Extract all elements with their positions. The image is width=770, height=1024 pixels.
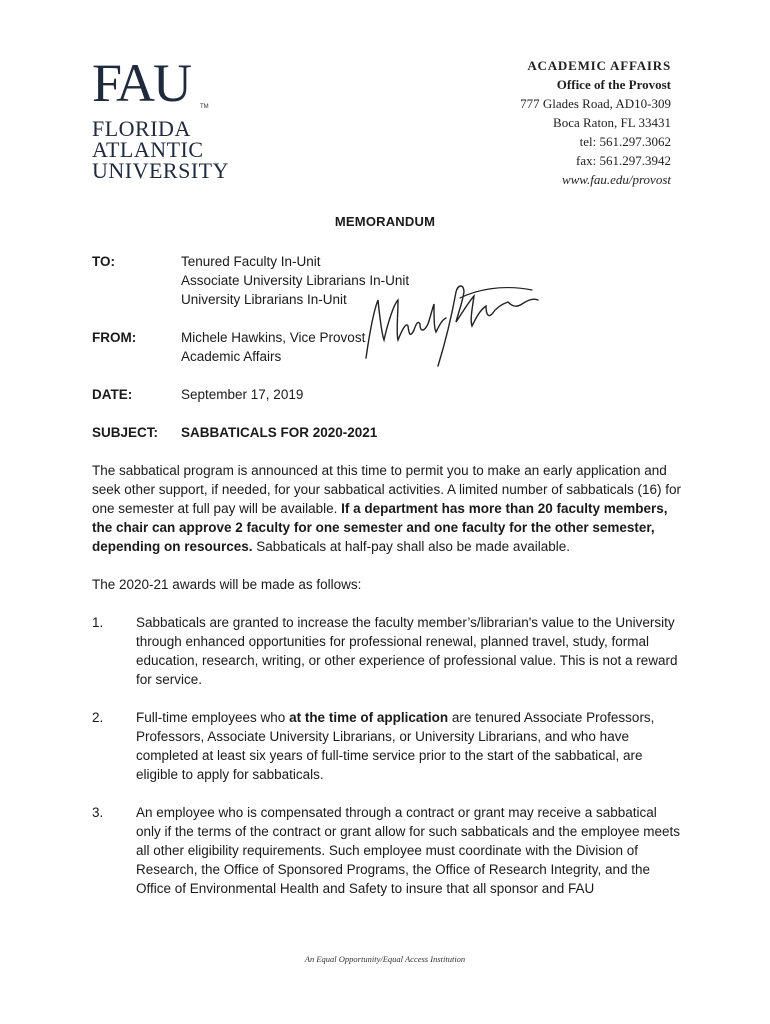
- telephone: tel: 561.297.3062: [579, 134, 671, 149]
- intro-text-c: Sabbaticals at half-pay shall also be made available.: [252, 539, 570, 554]
- to-label: TO:: [92, 254, 115, 269]
- item-1-number: 1.: [92, 615, 104, 630]
- subject-label: SUBJECT:: [92, 425, 159, 440]
- awards-paragraph: The 2020-21 awards will be made as follows:: [92, 577, 362, 592]
- logo-line-3: UNIVERSITY: [92, 158, 229, 183]
- logo-line-2: ATLANTIC: [92, 137, 204, 162]
- date-label: DATE:: [92, 387, 133, 402]
- website: www.fau.edu/provost: [561, 172, 671, 187]
- subject-value: SABBATICALS FOR 2020-2021: [181, 425, 378, 440]
- from-line-2: Academic Affairs: [181, 349, 282, 364]
- intro-text-a: The sabbatical program is announced at this time to permit you to make an early application and seek other support, if needed, for your sabbatical activities. A limited number of sabbaticals (16) for one semester at full pay will be available.: [92, 463, 682, 516]
- item-2-text-a: Full-time employees who: [136, 710, 290, 725]
- signature: [352, 270, 542, 370]
- intro-text-bold: If a department has more than 20 faculty members, the chair can approve 2 faculty for one semester and one faculty for the other semester, depending on resources.: [92, 501, 668, 554]
- date-value: September 17, 2019: [181, 387, 304, 402]
- to-line-2: Associate University Librarians In-Unit: [181, 273, 410, 288]
- to-line-3: University Librarians In-Unit: [181, 292, 347, 307]
- item-3-number: 3.: [92, 805, 104, 820]
- item-2-text: [136, 708, 684, 784]
- logo-trademark: TM: [200, 104, 209, 110]
- item-2-number: 2.: [92, 710, 104, 725]
- memo-title: MEMORANDUM: [334, 214, 436, 229]
- item-2-text-bold: at the time of application: [289, 710, 449, 725]
- department-name: ACADEMIC AFFAIRS: [527, 58, 671, 73]
- from-label: FROM:: [92, 330, 137, 345]
- item-1-text: Sabbaticals are granted to increase the faculty member’s/librarian's value to the University through enhanced opportunities for professional renewal, planned travel, study, formal education, research, writing, or other experience of professional value. This is not a reward for service.: [136, 615, 678, 687]
- letterhead-address: [520, 56, 671, 189]
- to-line-1: Tenured Faculty In-Unit: [181, 254, 321, 269]
- street-address: 777 Glades Road, AD10-309: [520, 96, 671, 111]
- from-line-1: Michele Hawkins, Vice Provost: [181, 330, 366, 345]
- intro-paragraph: [92, 461, 682, 556]
- logo-mark: FAU: [92, 53, 191, 113]
- logo-line-1: FLORIDA: [92, 116, 191, 141]
- item-3-text: An employee who is compensated through a contract or grant may receive a sabbatical only if the terms of the contract or grant allow for such sabbaticals and the employee meets all other eligibility requirements. Such employee must coordinate with the Division of Research, the Office of Sponsored Programs, the Office of Research Integrity, and the Office of Environmental Health and Safety to insure that all sponsor and FAU: [136, 805, 681, 896]
- fau-logo: [92, 53, 229, 183]
- item-2-text-c: are tenured Associate Professors, Professors, Associate University Librarians, or University Librarians, and who have completed at least six years of full-time service prior to the start of the sabbatical, are eligible to apply for sabbaticals.: [136, 710, 655, 782]
- office-name: Office of the Provost: [556, 77, 671, 92]
- footer-text: An Equal Opportunity/Equal Access Institution: [304, 954, 466, 964]
- fax: fax: 561.297.3942: [576, 153, 671, 168]
- city-address: Boca Raton, FL 33431: [553, 115, 671, 130]
